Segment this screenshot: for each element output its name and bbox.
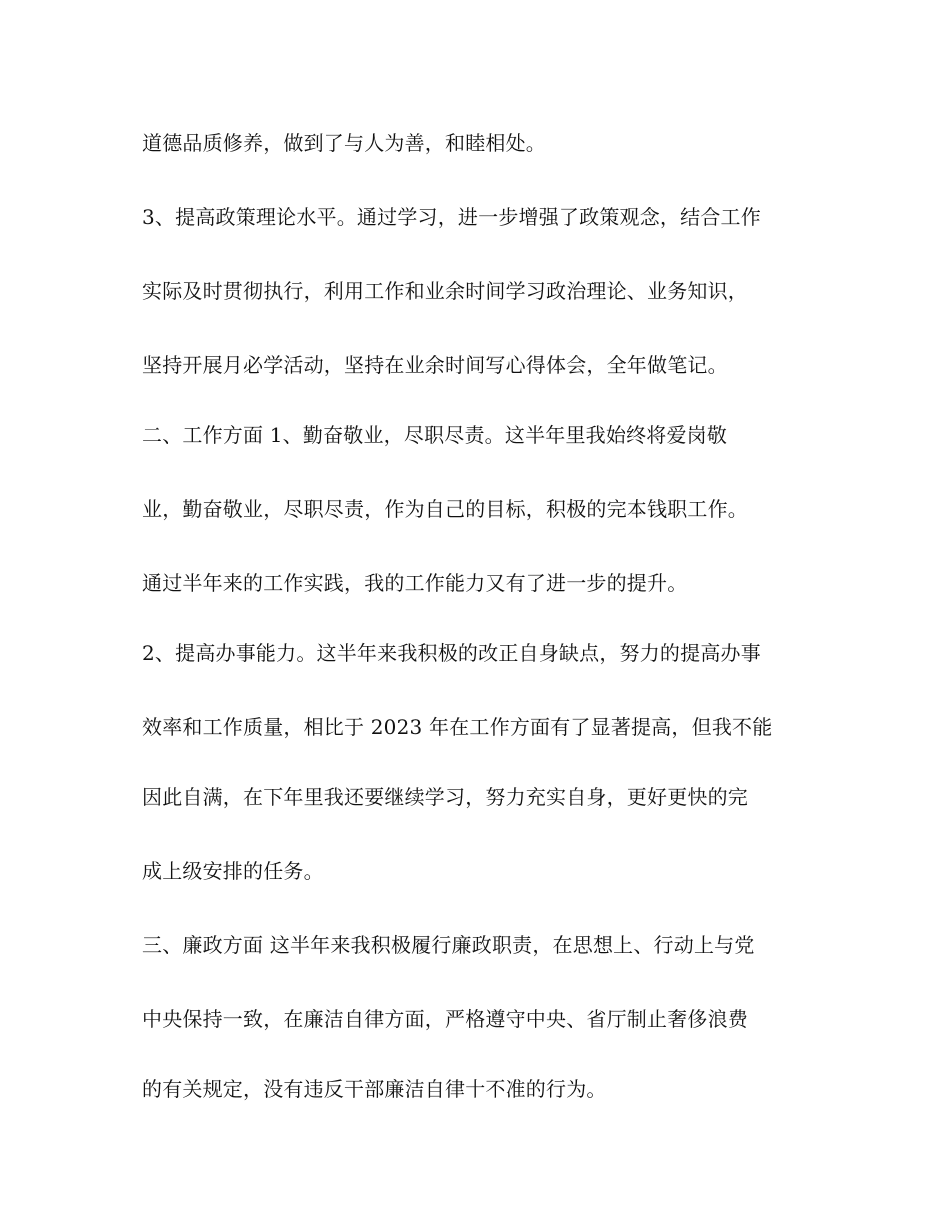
text-line-7: 通过半年来的工作实践，我的工作能力又有了进一步的提升。 <box>142 571 688 595</box>
text-line-3: 实际及时贯彻执行，利用工作和业余时间学习政治理论、业务知识， <box>142 279 748 303</box>
text-line-2: 3、提高政策理论水平。通过学习，进一步增强了政策观念，结合工作 <box>142 205 761 229</box>
text-line-11: 成上级安排的任务。 <box>142 859 324 883</box>
text-line-4: 坚持开展月必学活动，坚持在业余时间写心得体会，全年做笔记。 <box>142 353 728 377</box>
text-line-10: 因此自满，在下年里我还要继续学习，努力充实自身，更好更快的完 <box>142 785 748 809</box>
text-line-5: 二、工作方面 1、勤奋敬业，尽职尽责。这半年里我始终将爱岗敬 <box>142 423 728 447</box>
text-line-12: 三、廉政方面 这半年来我积极履行廉政职责，在思想上、行动上与党 <box>142 933 755 957</box>
text-line-9: 效率和工作质量，相比于 2023 年在工作方面有了显著提高，但我不能 <box>142 715 773 739</box>
text-line-1: 道德品质修养，做到了与人为善，和睦相处。 <box>142 131 546 155</box>
text-line-13: 中央保持一致，在廉洁自律方面，严格遵守中央、省厅制止奢侈浪费 <box>142 1007 748 1031</box>
text-line-6: 业，勤奋敬业，尽职尽责，作为自己的目标，积极的完本钱职工作。 <box>142 497 748 521</box>
text-line-14: 的有关规定，没有违反干部廉洁自律十不准的行为。 <box>142 1077 607 1101</box>
text-line-8: 2、提高办事能力。这半年来我积极的改正自身缺点，努力的提高办事 <box>142 641 761 665</box>
